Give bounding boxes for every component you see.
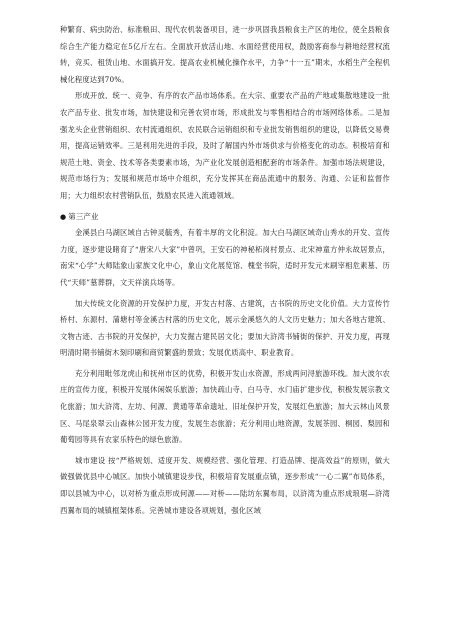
paragraph-tourism: 充分利用毗邻龙虎山和抚州市区的优势，积极开发山水资源，形成两问浔旅游环线。加大波尔农庄的宣传力度，积极开发展休闲娱乐旅游；加快疏山寺、白马寺、水门庙扩建步伐，积极发展宗教文化旅游；加大浒湾、左坊、何源、黄通等革命遗址、旧址保护开发，发展红色旅游；加大云林山风景区、马尾泉翠云山森林公园开发力度，发展生态旅游；充分利用山地资源，发展茶园、桐园、梨园和葡萄园等具有农家乐特色的绿色旅游。 (60, 368, 390, 445)
paragraph-urban-construction: 城市建设 按“严格规划、适度开发、规模经营、强化管理、打造品牌、提高效益”的原则，做大做强做优县中心城区。加快小城镇建设步伐，积极培育发展重点镇，逐步形成“一心二翼”布局体系，即以县城为中心，以对桥为重点形成何源——对桥——陆坊东翼布局，以浒湾为重点形成琅琚—浒湾西翼布局的城镇框架体系。完善城市建设各项规划，强化区域 (60, 455, 390, 515)
paragraph-baima-lake: 金溪县白马湖区域自古钟灵毓秀，有着丰厚的文化积淀。加大白马湖区域奇山秀水的开发、宣传力度，逐步建设睹育了“唐宋八大家”中曾巩，王安石的神秘柘岗村景点、北宋神童方仲永故居景点，南宋“心学”大师陆象山家族文化中心，象山文化展览馆、槐堂书院，适时开发元末刷宰相危素墓、历代“天师”墓葬群，文天祥演兵场等。 (60, 228, 390, 287)
section-heading (60, 209, 390, 226)
paragraph-agriculture: 种繁育、病虫防治、标准粮田、现代农机装备项目，进一步巩固我县粮食主产区的地位，使全县粮食综合生产能力稳定在5亿斤左右。全面放开放活山地、水面经营使用权，鼓励客商参与耕地经营权流转，竞买、租赁山地、水面搞开发。提高农业机械化操作水平，力争“十一五”期末，水稻生产全程机械化程度达到70%。 (60, 25, 390, 84)
section-heading-text: 第三产业 (68, 211, 99, 221)
bullet-icon: ● (60, 212, 67, 221)
paragraph-market-system: 形成开放、统一、竞争、有序的农产品市场体系。在大宗、重要农产品的产地或集散地建设一批农产品专业、批发市场，加快建设和完善农贸市场，形成批发与零售相结合的市场网络体系。二是加强龙头企业营销组织、农村流通组织、农民联合运销组织和专业批发销售组织的建设，以降低交易费用，提高运销效率。三是利用先进的手段，及时了解国内外市场供求与价格变化的动态。积极培育和规范土地、资金、技术等各类要素市场，为产业化发展创造相配套的市场条件。加强市场法规建设，规范市场行为；发展和规范市场中介组织，充分发挥其在商品流通中的服务、沟通、公证和监督作用；大力组织农村营销队伍，鼓励农民进入流通领域。 (60, 91, 390, 200)
paragraph-cultural-heritage: 加大传统文化资源的开发保护力度，开发古村落、古建筑，古书院的历史文化价值。大力宣传竹桥村、东源村、蒲塘村等金溪古村落的历史文化，展示金溪悠久的人文历史魅力；加大各地古建筑、文物古迹、古书院的开发保护，大力发掘古建民居文化；要加大浒湾书铺街的保护、开发力度，再现明清时期书铺街木刻印刷和商贸繁盛的景致；发展优质高中、职业教育。 (60, 298, 390, 358)
